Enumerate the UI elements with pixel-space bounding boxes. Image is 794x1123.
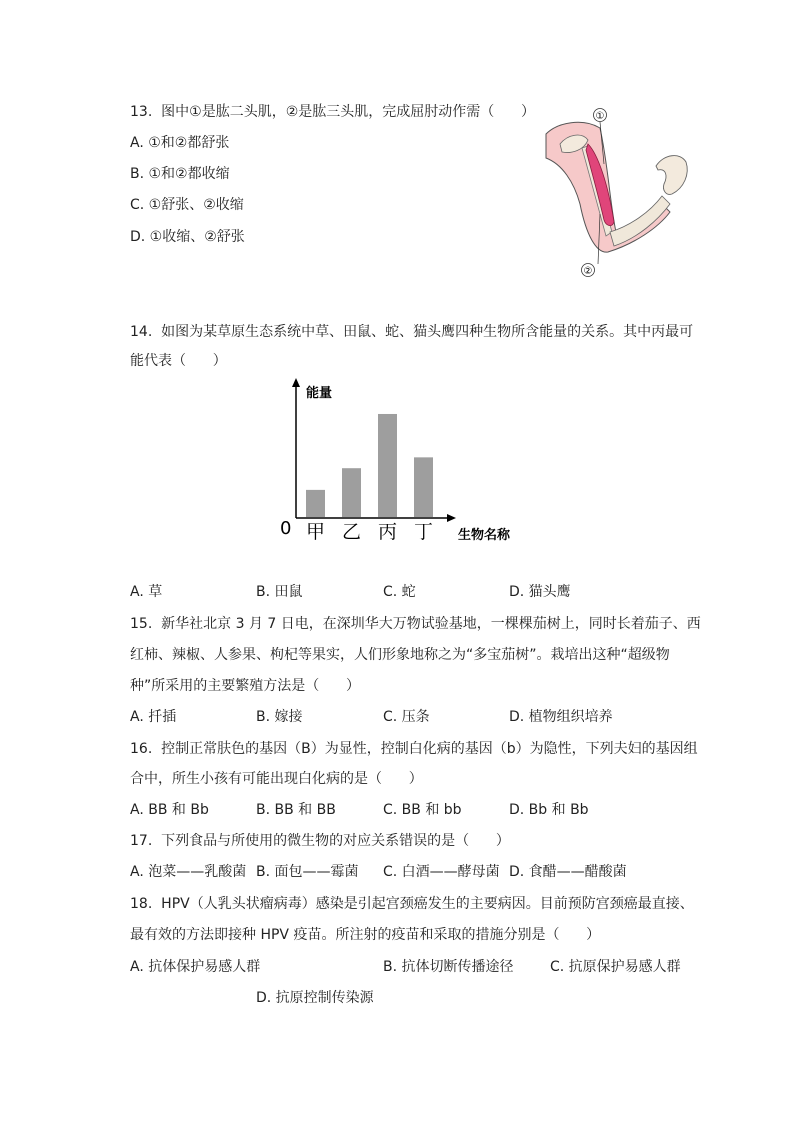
tick-label-2: 乙	[341, 521, 362, 543]
q13-stem: 13. 图中①是肱二头肌，②是肱三头肌，完成屈肘动作需（ ）	[130, 104, 535, 120]
bar-2	[342, 468, 361, 517]
q14-option-d: D. 猫头鹰	[509, 584, 571, 600]
x-axis-label: 生物名称	[458, 528, 511, 543]
q18-option-a: A. 抗体保护易感人群	[130, 959, 261, 975]
q17-option-c: C. 白酒——酵母菌	[383, 864, 500, 880]
q16-option-b: B. BB 和 BB	[256, 802, 336, 818]
label-1: ①	[595, 111, 605, 122]
bar-1	[306, 490, 325, 517]
hand	[656, 156, 687, 195]
energy-bar-chart	[270, 372, 530, 548]
q15-option-d: D. 植物组织培养	[509, 709, 613, 725]
q17-stem: 17. 下列食品与所使用的微生物的对应关系错误的是（ ）	[130, 833, 510, 849]
q13-option-d: D. ①收缩、②舒张	[130, 229, 245, 245]
q16-stem-line-1: 16. 控制正常肤色的基因（B）为显性，控制白化病的基因（b）为隐性，下列夫妇的基因组	[130, 741, 698, 757]
q16-stem-line-2: 合中，所生小孩有可能出现白化病的是（ ）	[130, 771, 423, 787]
y-axis-label: 能量	[306, 386, 333, 401]
tick-label-4: 丁	[413, 521, 434, 543]
bar-4	[414, 457, 433, 517]
y-axis-arrow	[292, 378, 300, 387]
origin-label: 0	[280, 518, 292, 539]
q15-stem-line-3: 种”所采用的主要繁殖方法是（ ）	[130, 678, 360, 694]
q14-stem-line-2: 能代表（ ）	[130, 353, 227, 369]
q13-option-b: B. ①和②都收缩	[130, 166, 230, 182]
q14-option-c: C. 蛇	[383, 584, 416, 600]
q15-stem-line-1: 15. 新华社北京 3 月 7 日电，在深圳华大万物试验基地，一棵棵茄树上，同时长着茄子、西	[130, 616, 701, 632]
x-axis-arrow	[447, 514, 456, 522]
q15-option-b: B. 嫁接	[256, 709, 303, 725]
q15-option-c: C. 压条	[383, 709, 430, 725]
tick-label-3: 丙	[377, 521, 398, 543]
q13-option-c: C. ①舒张、②收缩	[130, 197, 244, 213]
q14-option-b: B. 田鼠	[256, 584, 303, 600]
bar-3	[378, 414, 397, 517]
q18-option-d: D. 抗原控制传染源	[256, 990, 374, 1006]
arm-muscle-figure	[538, 104, 698, 280]
q18-stem-line-2: 最有效的方法即接种 HPV 疫苗。所注射的疫苗和采取的措施分别是（ ）	[130, 927, 601, 943]
q18-option-b: B. 抗体切断传播途径	[383, 959, 514, 975]
tick-label-1: 甲	[305, 521, 326, 543]
q16-option-d: D. Bb 和 Bb	[509, 802, 589, 818]
q13-option-a: A. ①和②都舒张	[130, 135, 230, 151]
q14-option-a: A. 草	[130, 584, 163, 600]
q16-option-a: A. BB 和 Bb	[130, 802, 209, 818]
q15-stem-line-2: 红柿、辣椒、人参果、枸杞等果实，人们形象地称之为“多宝茄树”。栽培出这种“超级物	[130, 647, 670, 663]
q15-option-a: A. 扦插	[130, 709, 177, 725]
q16-option-c: C. BB 和 bb	[383, 802, 462, 818]
q17-option-a: A. 泡菜——乳酸菌	[130, 864, 247, 880]
q14-stem-line-1: 14. 如图为某草原生态系统中草、田鼠、蛇、猫头鹰四种生物所含能量的关系。其中丙最可	[130, 324, 694, 340]
label-2: ②	[583, 266, 593, 277]
q18-option-c: C. 抗原保护易感人群	[550, 959, 681, 975]
q17-option-b: B. 面包——霉菌	[256, 864, 359, 880]
q18-stem-line-1: 18. HPV（人乳头状瘤病毒）感染是引起宫颈癌发生的主要病因。目前预防宫颈癌最直接、	[130, 896, 694, 912]
q17-option-d: D. 食醋——醋酸菌	[509, 864, 627, 880]
